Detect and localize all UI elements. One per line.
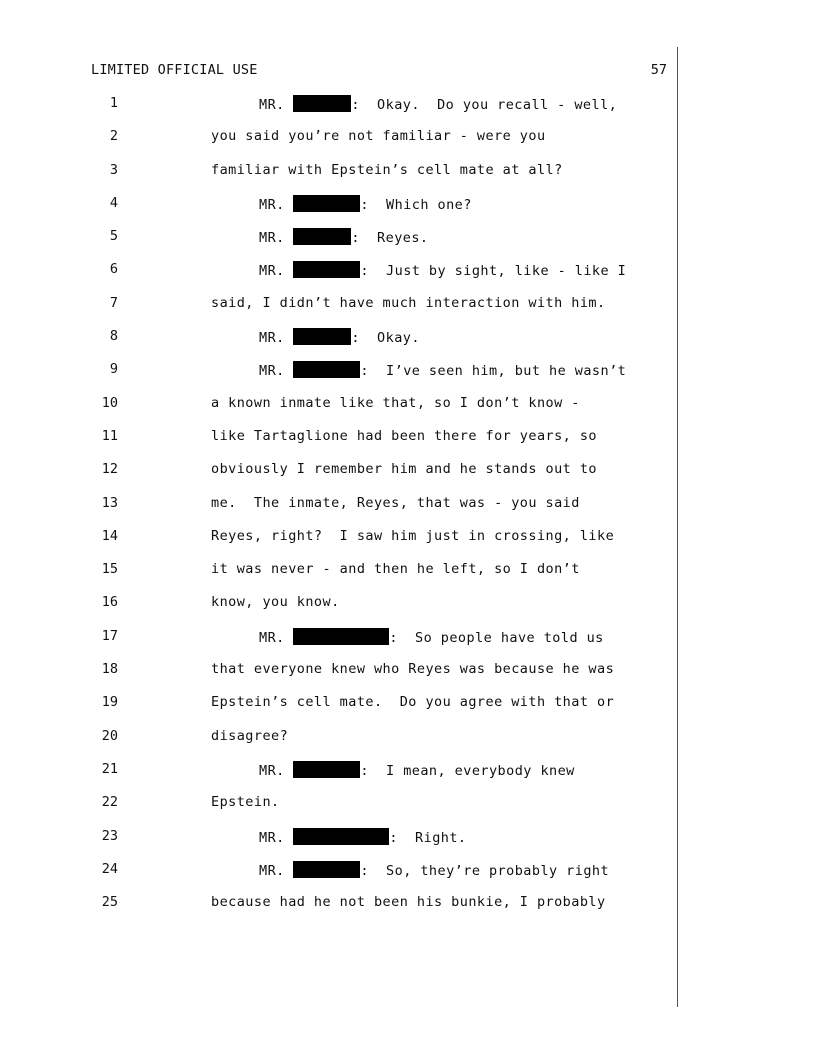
transcript-line (0, 692, 816, 725)
transcript-line (0, 792, 816, 825)
transcript-line (0, 93, 816, 126)
line-text (211, 295, 606, 311)
redaction-box (293, 328, 351, 345)
speaker-label: MR. (259, 762, 285, 779)
speaker-label: MR. (259, 629, 285, 646)
line-number: 16 (101, 594, 118, 611)
spoken-text: me. The inmate, Reyes, that was - you said (211, 494, 580, 511)
transcript-line (0, 393, 816, 426)
line-text (211, 661, 614, 677)
transcript-line (0, 659, 816, 692)
spoken-text: : Okay. Do you recall - well, (351, 97, 618, 113)
line-number: 25 (101, 894, 118, 911)
transcript-line (0, 526, 816, 559)
line-text (259, 361, 626, 379)
line-text (211, 694, 614, 710)
transcript-line (0, 859, 816, 892)
line-text (259, 761, 575, 779)
transcript-line (0, 293, 816, 326)
line-number: 11 (101, 427, 118, 444)
line-number: 3 (109, 161, 118, 178)
redaction-box (293, 628, 389, 645)
transcript-line (0, 559, 816, 592)
transcript-line (0, 459, 816, 492)
redaction-box (293, 861, 360, 878)
speaker-label: MR. (259, 97, 285, 113)
line-text (211, 594, 340, 610)
spoken-text: : Reyes. (351, 230, 429, 247)
speaker-label: MR. (259, 263, 285, 280)
spoken-text: : Which one? (360, 196, 472, 213)
line-number: 15 (101, 561, 118, 578)
line-number: 9 (109, 361, 118, 378)
line-number: 20 (101, 727, 118, 744)
line-number: 13 (101, 494, 118, 511)
transcript-line (0, 826, 816, 859)
transcript-line (0, 426, 816, 459)
transcript-line (0, 259, 816, 292)
line-number: 23 (101, 827, 118, 844)
line-number: 19 (101, 694, 118, 711)
line-text (259, 328, 420, 346)
transcript-line (0, 359, 816, 392)
redaction-box (293, 195, 360, 212)
transcript-line (0, 326, 816, 359)
speaker-label: MR. (259, 196, 285, 213)
spoken-text: : Okay. (351, 330, 420, 347)
line-text (259, 261, 626, 279)
line-text (259, 828, 467, 846)
line-number: 10 (101, 394, 118, 411)
transcript-line (0, 626, 816, 659)
line-text (211, 894, 606, 910)
speaker-label: MR. (259, 363, 285, 380)
line-number: 8 (109, 328, 118, 345)
line-text (211, 162, 563, 178)
line-number: 6 (109, 261, 118, 278)
line-text (259, 95, 617, 113)
transcript-line (0, 160, 816, 193)
line-number: 1 (109, 95, 118, 111)
spoken-text: know, you know. (211, 594, 340, 611)
spoken-text: Reyes, right? I saw him just in crossing, like (211, 527, 615, 544)
redaction-box (293, 261, 360, 278)
line-number: 4 (109, 194, 118, 211)
line-number: 21 (101, 760, 118, 777)
transcript-lines (0, 93, 816, 925)
line-number: 18 (101, 661, 118, 678)
spoken-text: obviously I remember him and he stands out to (211, 461, 597, 478)
line-text (259, 628, 604, 646)
redaction-box (293, 228, 351, 245)
spoken-text: disagree? (211, 727, 289, 744)
page-number: 57 (650, 62, 667, 78)
spoken-text: : I’ve seen him, but he wasn’t (360, 363, 627, 380)
line-text (211, 528, 614, 544)
spoken-text: : I mean, everybody knew (360, 762, 575, 779)
line-text (259, 228, 429, 246)
spoken-text: because had he not been his bunkie, I probably (211, 894, 606, 911)
line-text (211, 428, 597, 444)
line-text (211, 461, 597, 477)
spoken-text: familiar with Epstein’s cell mate at all? (211, 161, 563, 178)
transcript-line (0, 892, 816, 925)
transcript-line (0, 193, 816, 226)
spoken-text: : So people have told us (389, 629, 604, 646)
transcript-line (0, 493, 816, 526)
transcript-line (0, 592, 816, 625)
line-text (211, 794, 280, 810)
spoken-text: : So, they’re probably right (360, 862, 610, 879)
spoken-text: like Tartaglione had been there for years, so (211, 427, 597, 444)
line-text (211, 128, 546, 144)
line-text (211, 395, 580, 411)
spoken-text: a known inmate like that, so I don’t know - (211, 394, 580, 411)
line-number: 7 (109, 294, 118, 311)
transcript-line (0, 726, 816, 759)
line-text (211, 561, 580, 577)
redaction-box (293, 828, 389, 845)
line-number: 12 (101, 461, 118, 478)
transcript-line (0, 759, 816, 792)
spoken-text: Epstein. (211, 794, 280, 811)
line-text (259, 861, 609, 879)
line-number: 17 (101, 627, 118, 644)
speaker-label: MR. (259, 829, 285, 846)
line-number: 5 (109, 228, 118, 245)
line-number: 24 (101, 860, 118, 877)
line-text (259, 195, 472, 213)
redaction-box (293, 361, 360, 378)
line-text (211, 728, 288, 744)
transcript-line (0, 126, 816, 159)
classification-header: LIMITED OFFICIAL USE (91, 62, 258, 78)
redaction-box (293, 95, 351, 112)
speaker-label: MR. (259, 230, 285, 247)
spoken-text: : Just by sight, like - like I (360, 263, 627, 280)
line-number: 14 (101, 527, 118, 544)
spoken-text: it was never - and then he left, so I don’t (211, 561, 580, 578)
line-number: 2 (109, 128, 118, 145)
line-number: 22 (101, 794, 118, 811)
spoken-text: : Right. (389, 829, 467, 846)
line-text (211, 495, 580, 511)
spoken-text: that everyone knew who Reyes was because he was (211, 661, 615, 678)
spoken-text: you said you’re not familiar - were you (211, 128, 546, 145)
spoken-text: said, I didn’t have much interaction with him. (211, 294, 606, 311)
speaker-label: MR. (259, 330, 285, 347)
speaker-label: MR. (259, 862, 285, 879)
transcript-line (0, 226, 816, 259)
spoken-text: Epstein’s cell mate. Do you agree with that or (211, 694, 615, 711)
redaction-box (293, 761, 360, 778)
